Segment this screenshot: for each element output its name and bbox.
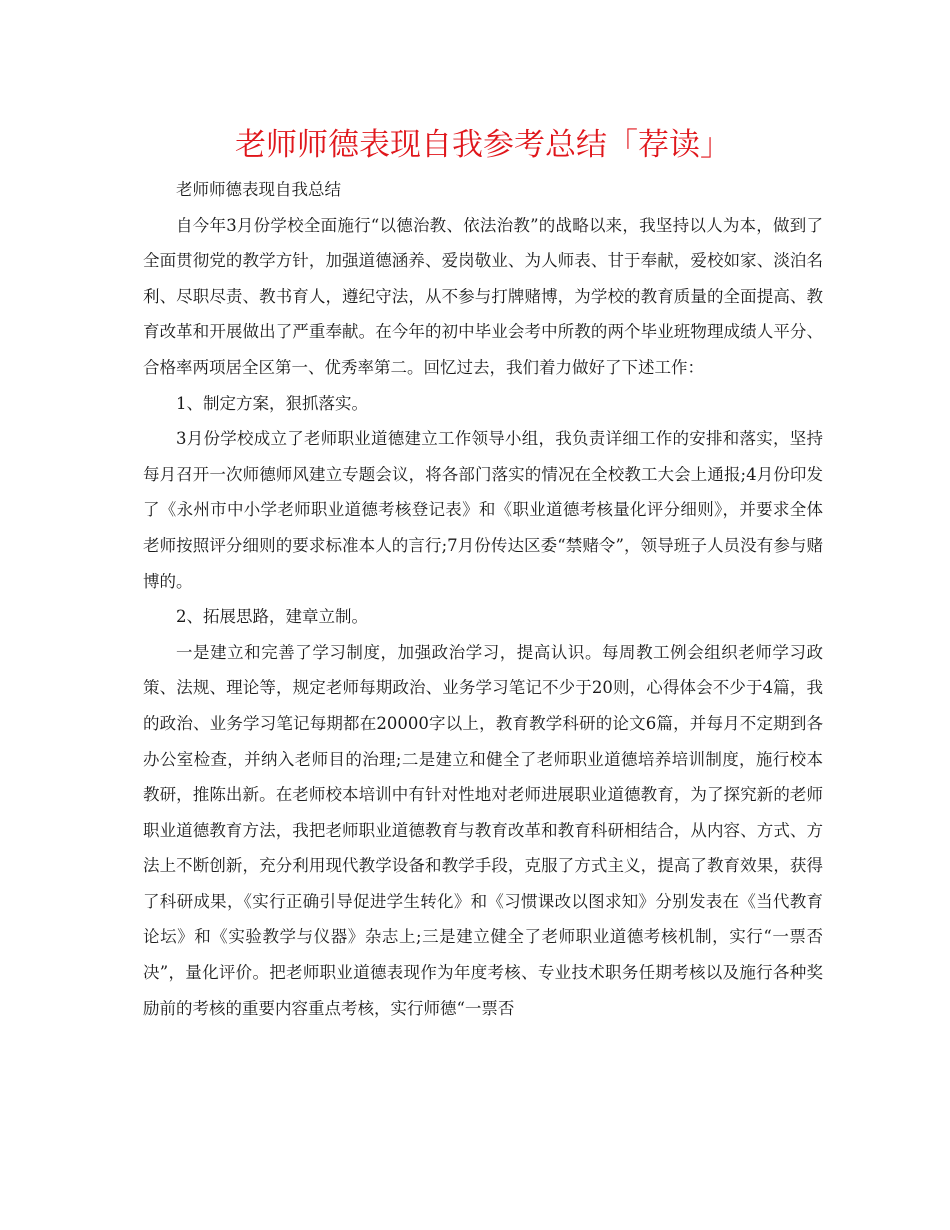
section-heading-1: 1、制定方案，狠抓落实。 [176,393,368,413]
section-2-paragraph: 一是建立和完善了学习制度，加强政治学习，提高认识。每周教工例会组织老师学习政策、法规、理论等，规定老师每期政治、业务学习笔记不少于20则，心得体会不少于4篇，我的政治、业务学习笔记每期都在20000字以上，教育教学科研的论文6篇，并每月不定期到各办公室检查，并纳入老师目的治理;二是建立和健全了老师职业道德培养培训制度，施行校本教研，推陈出新。在老师校本培训中有针对性地对老师进展职业道德教育，为了探究新的老师职业道德教育方法，我把老师职业道德教育与教育改革和教育科研相结合，从内容、方式、方法上不断创新，充分利用现代教学设备和教学手段，克服了方式主义，提高了教育效果，获得了科研成果，《实行正确引导促进学生转化》和《习惯课改以图求知》分别发表在《当代教育论坛》和《实验教学与仪器》杂志上;三是建立健全了老师职业道德考核机制，实行“一票否决”，量化评价。把老师职业道德表现作为年度考核、专业技术职务任期考核以及施行各种奖励前的考核的重要内容重点考核，实行师德“一票否 [143,642,823,1018]
document-title: 老师师德表现自我参考总结「荐读」 [235,127,731,163]
section-heading-2: 2、拓展思路，建章立制。 [176,607,368,627]
intro-paragraph: 自今年3月份学校全面施行“以德治教、依法治教”的战略以来，我坚持以人为本，做到了全面贯彻党的教学方针，加强道德涵养、爱岗敬业、为人师表、甘于奉献，爱校如家、淡泊名利、尽职尽责、教书育人，遵纪守法，从不参与打牌赌博，为学校的教育质量的全面提高、教育改革和开展做出了严重奉献。在今年的初中毕业会考中所教的两个毕业班物理成绩人平分、合格率两项居全区第一、优秀率第二。回忆过去，我们着力做好了下述工作： [143,215,823,377]
section-1-paragraph: 3月份学校成立了老师职业道德建立工作领导小组，我负责详细工作的安排和落实，坚持每月召开一次师德师风建立专题会议，将各部门落实的情况在全校教工大会上通报;4月份印发了《永州市中小学老师职业道德考核登记表》和《职业道德考核量化评分细则》，并要求全体老师按照评分细则的要求标准本人的言行;7月份传达区委“禁赌令”，领导班子人员没有参与赌博的。 [143,429,823,591]
subtitle-paragraph: 老师师德表现自我总结 [176,180,341,199]
document-page [143,122,823,1026]
